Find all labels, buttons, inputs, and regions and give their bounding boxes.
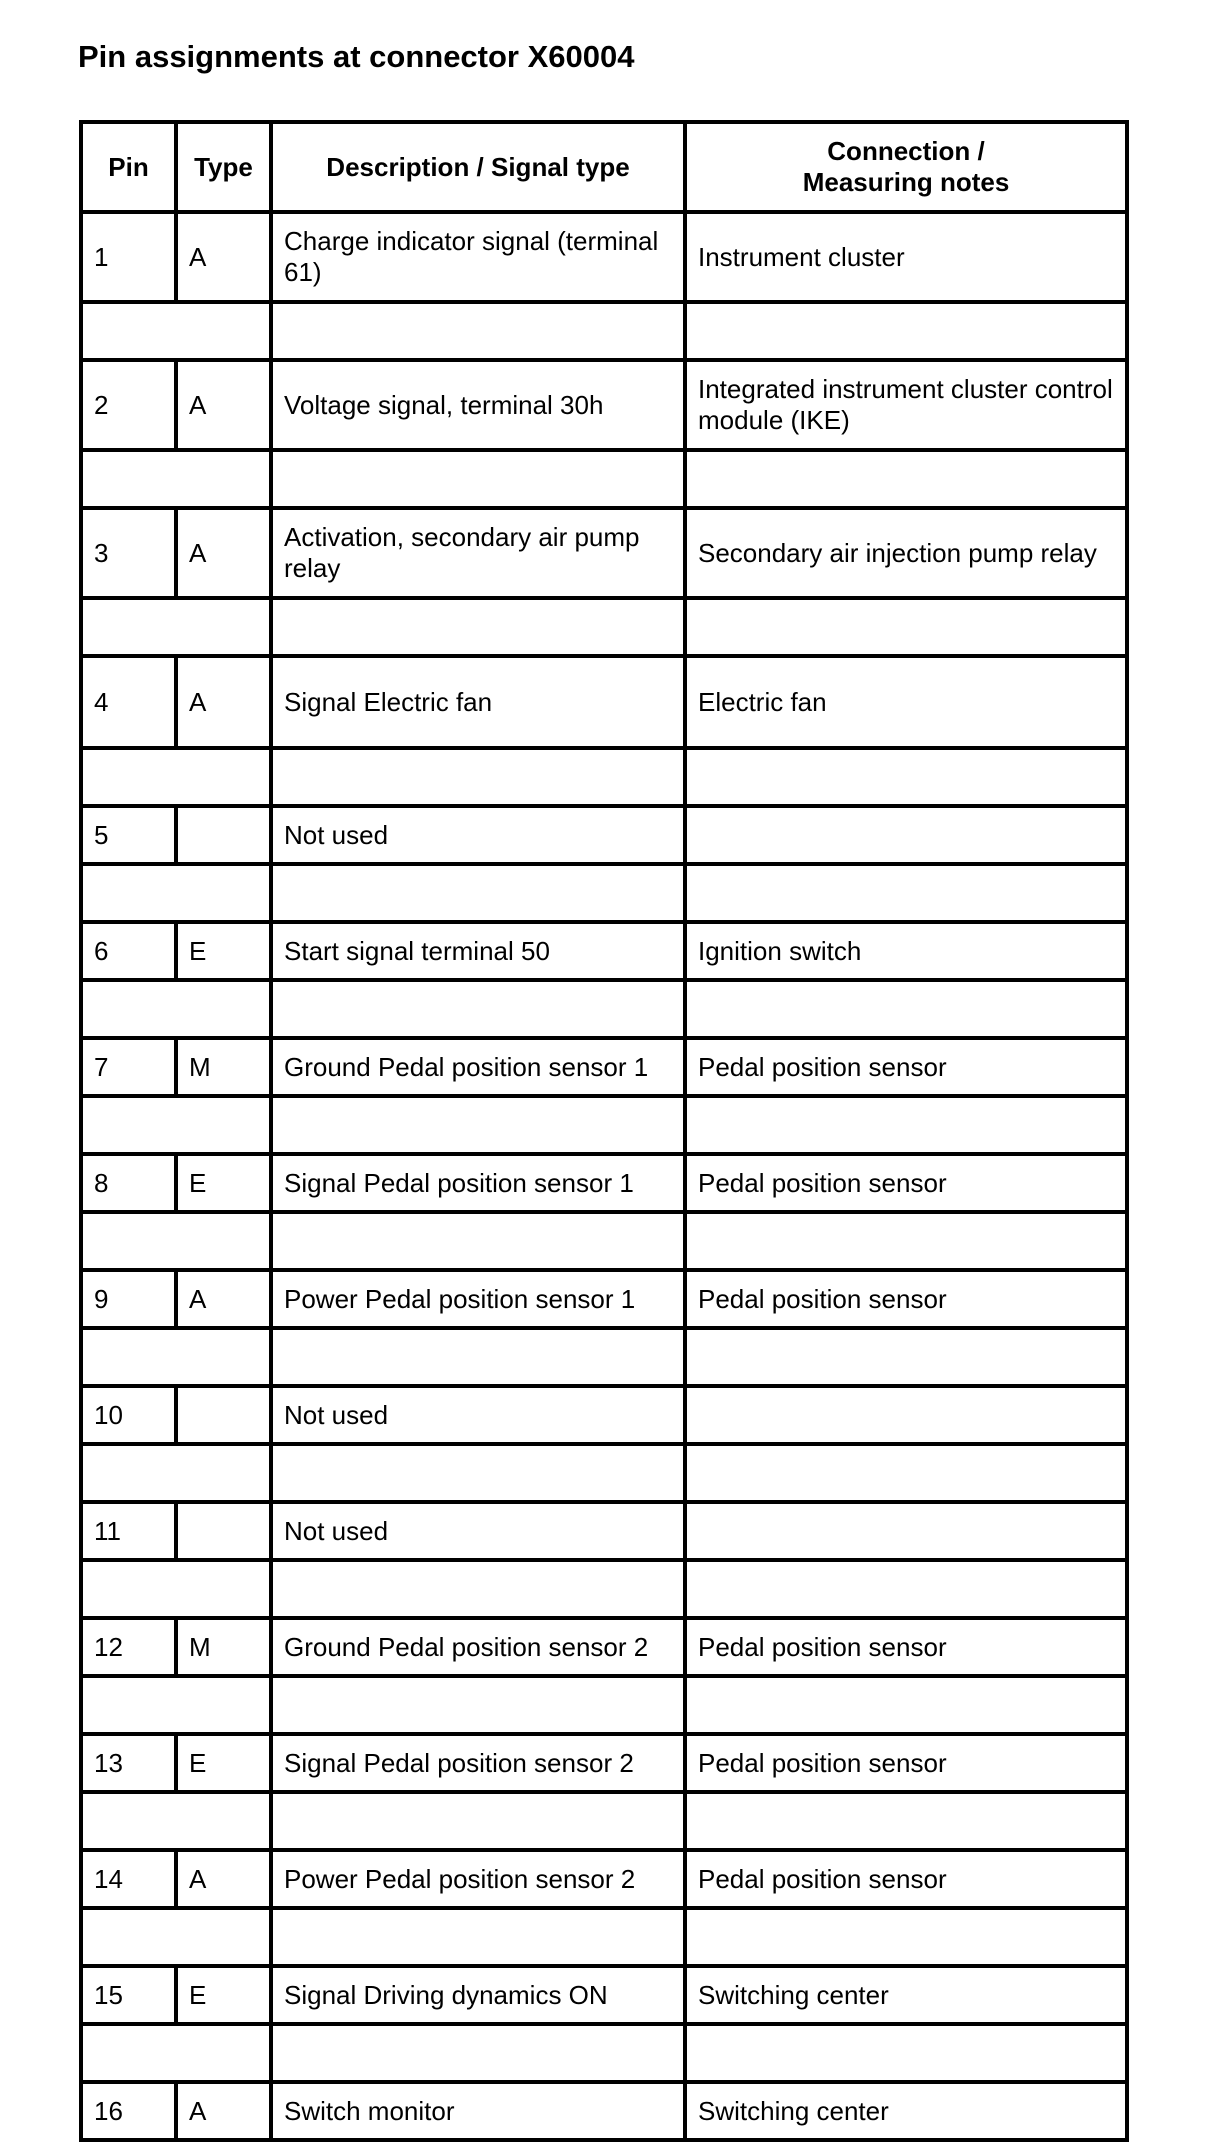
cell-connection: Pedal position sensor (685, 1154, 1127, 1212)
cell-description: Signal Electric fan (271, 656, 685, 748)
spacer-cell (685, 1212, 1127, 1270)
cell-description: Not used (271, 1386, 685, 1444)
cell-connection: Pedal position sensor (685, 1618, 1127, 1676)
spacer-row (81, 302, 1127, 360)
spacer-cell (685, 2024, 1127, 2082)
spacer-cell (81, 748, 271, 806)
cell-connection: Electric fan (685, 656, 1127, 748)
cell-connection: Pedal position sensor (685, 1270, 1127, 1328)
cell-connection: Secondary air injection pump relay (685, 508, 1127, 598)
cell-description: Ground Pedal position sensor 2 (271, 1618, 685, 1676)
header-connection-line1: Connection / (827, 136, 985, 166)
cell-pin: 13 (81, 1734, 176, 1792)
spacer-row (81, 1212, 1127, 1270)
cell-description: Power Pedal position sensor 2 (271, 1850, 685, 1908)
spacer-cell (81, 1908, 271, 1966)
cell-pin: 5 (81, 806, 176, 864)
spacer-cell (271, 1792, 685, 1850)
cell-pin: 15 (81, 1966, 176, 2024)
spacer-cell (81, 980, 271, 1038)
cell-connection: Instrument cluster (685, 212, 1127, 302)
spacer-cell (81, 1444, 271, 1502)
cell-connection (685, 806, 1127, 864)
cell-type: E (176, 1966, 271, 2024)
cell-description: Charge indicator signal (terminal 61) (271, 212, 685, 302)
spacer-cell (271, 302, 685, 360)
spacer-cell (685, 748, 1127, 806)
cell-type: E (176, 1734, 271, 1792)
cell-type (176, 1386, 271, 1444)
spacer-row (81, 1908, 1127, 1966)
spacer-row (81, 1676, 1127, 1734)
table-row (81, 1850, 1127, 1908)
cell-connection: Pedal position sensor (685, 1850, 1127, 1908)
spacer-cell (271, 1328, 685, 1386)
table-row (81, 1270, 1127, 1328)
cell-description: Activation, secondary air pump relay (271, 508, 685, 598)
spacer-cell (271, 450, 685, 508)
cell-description: Start signal terminal 50 (271, 922, 685, 980)
spacer-cell (685, 1908, 1127, 1966)
spacer-cell (271, 1676, 685, 1734)
cell-connection: Pedal position sensor (685, 1734, 1127, 1792)
cell-connection: Switching center (685, 1966, 1127, 2024)
spacer-cell (685, 1096, 1127, 1154)
spacer-row (81, 864, 1127, 922)
header-pin: Pin (81, 122, 176, 212)
cell-pin: 4 (81, 656, 176, 748)
cell-description: Signal Driving dynamics ON (271, 1966, 685, 2024)
cell-connection: Pedal position sensor (685, 1038, 1127, 1096)
cell-pin: 9 (81, 1270, 176, 1328)
spacer-row (81, 450, 1127, 508)
table-row (81, 1618, 1127, 1676)
table-row (81, 360, 1127, 450)
header-type: Type (176, 122, 271, 212)
spacer-cell (81, 598, 271, 656)
spacer-cell (81, 1560, 271, 1618)
header-row (81, 122, 1127, 212)
spacer-cell (81, 864, 271, 922)
spacer-row (81, 1328, 1127, 1386)
cell-pin: 11 (81, 1502, 176, 1560)
cell-description: Switch monitor (271, 2082, 685, 2140)
cell-description: Not used (271, 1502, 685, 1560)
spacer-cell (271, 1444, 685, 1502)
table-row (81, 2082, 1127, 2140)
spacer-cell (271, 2024, 685, 2082)
spacer-cell (81, 1212, 271, 1270)
cell-description: Power Pedal position sensor 1 (271, 1270, 685, 1328)
cell-connection: Ignition switch (685, 922, 1127, 980)
spacer-cell (271, 748, 685, 806)
pin-assignment-table (79, 120, 1129, 2142)
table-row (81, 212, 1127, 302)
spacer-cell (685, 302, 1127, 360)
spacer-cell (685, 1792, 1127, 1850)
spacer-cell (685, 864, 1127, 922)
cell-pin: 2 (81, 360, 176, 450)
spacer-row (81, 2024, 1127, 2082)
spacer-cell (271, 980, 685, 1038)
cell-pin: 16 (81, 2082, 176, 2140)
cell-description: Not used (271, 806, 685, 864)
spacer-cell (271, 864, 685, 922)
page-title: Pin assignments at connector X60004 (78, 39, 635, 74)
table-row (81, 656, 1127, 748)
cell-type: E (176, 922, 271, 980)
spacer-row (81, 1792, 1127, 1850)
cell-type: E (176, 1154, 271, 1212)
table-row (81, 508, 1127, 598)
spacer-cell (81, 302, 271, 360)
cell-connection (685, 1502, 1127, 1560)
cell-type: A (176, 1850, 271, 1908)
header-connection (685, 122, 1127, 212)
spacer-cell (271, 1560, 685, 1618)
table-row (81, 922, 1127, 980)
cell-connection (685, 1386, 1127, 1444)
cell-type: A (176, 508, 271, 598)
cell-type (176, 1502, 271, 1560)
cell-connection: Switching center (685, 2082, 1127, 2140)
table-row (81, 1502, 1127, 1560)
spacer-cell (81, 1676, 271, 1734)
cell-type: M (176, 1038, 271, 1096)
spacer-cell (271, 1212, 685, 1270)
spacer-cell (271, 1908, 685, 1966)
spacer-cell (685, 450, 1127, 508)
cell-pin: 1 (81, 212, 176, 302)
cell-type: A (176, 656, 271, 748)
cell-type: M (176, 1618, 271, 1676)
table-row (81, 806, 1127, 864)
spacer-row (81, 1444, 1127, 1502)
spacer-cell (685, 1676, 1127, 1734)
spacer-row (81, 1096, 1127, 1154)
cell-pin: 8 (81, 1154, 176, 1212)
cell-pin: 12 (81, 1618, 176, 1676)
cell-pin: 3 (81, 508, 176, 598)
header-connection-line2: Measuring notes (802, 167, 1010, 197)
cell-pin: 6 (81, 922, 176, 980)
spacer-cell (685, 1328, 1127, 1386)
table-row (81, 1038, 1127, 1096)
cell-type: A (176, 2082, 271, 2140)
cell-type: A (176, 360, 271, 450)
cell-description: Signal Pedal position sensor 2 (271, 1734, 685, 1792)
spacer-row (81, 980, 1127, 1038)
spacer-cell (81, 1792, 271, 1850)
spacer-cell (81, 1328, 271, 1386)
spacer-cell (271, 1096, 685, 1154)
spacer-cell (685, 598, 1127, 656)
spacer-row (81, 598, 1127, 656)
header-description: Description / Signal type (271, 122, 685, 212)
spacer-cell (81, 2024, 271, 2082)
spacer-cell (271, 598, 685, 656)
cell-type: A (176, 212, 271, 302)
spacer-cell (685, 980, 1127, 1038)
table-row (81, 1386, 1127, 1444)
cell-type: A (176, 1270, 271, 1328)
cell-pin: 10 (81, 1386, 176, 1444)
cell-type (176, 806, 271, 864)
table-row (81, 1734, 1127, 1792)
spacer-cell (685, 1444, 1127, 1502)
spacer-cell (81, 450, 271, 508)
cell-description: Signal Pedal position sensor 1 (271, 1154, 685, 1212)
spacer-cell (81, 1096, 271, 1154)
table-row (81, 1966, 1127, 2024)
spacer-cell (685, 1560, 1127, 1618)
cell-pin: 14 (81, 1850, 176, 1908)
cell-description: Voltage signal, terminal 30h (271, 360, 685, 450)
cell-pin: 7 (81, 1038, 176, 1096)
table-row (81, 1154, 1127, 1212)
spacer-row (81, 748, 1127, 806)
cell-connection: Integrated instrument cluster control module (IKE) (685, 360, 1127, 450)
spacer-row (81, 1560, 1127, 1618)
cell-description: Ground Pedal position sensor 1 (271, 1038, 685, 1096)
